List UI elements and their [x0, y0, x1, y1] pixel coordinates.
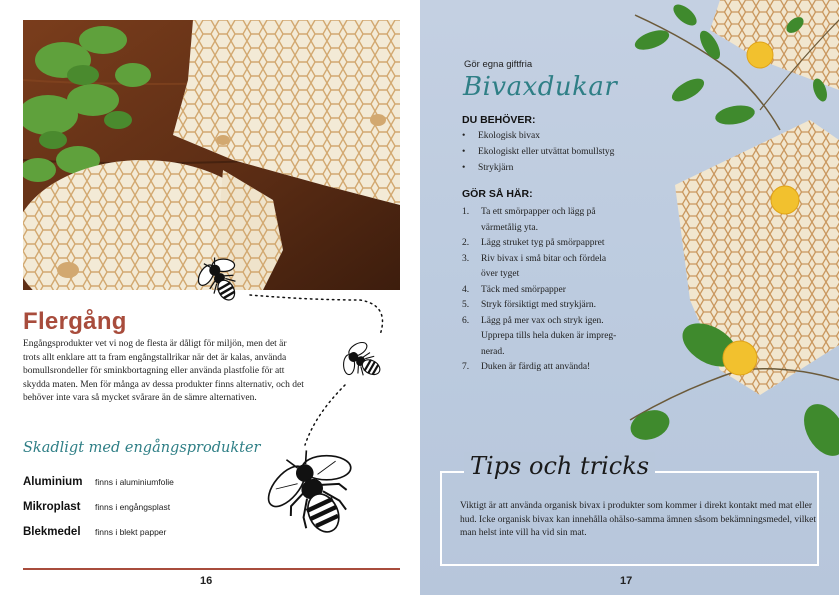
step-line: värmetålig yta. — [481, 222, 538, 233]
bee-icon — [250, 440, 380, 550]
item-desc: finns i aluminiumfolie — [95, 477, 174, 487]
list-item: • Ekologisk bivax — [462, 131, 614, 147]
need-text: Strykjärn — [478, 163, 514, 173]
list-item — [462, 283, 682, 299]
list-item — [462, 314, 682, 361]
step-line: över tyget — [481, 269, 520, 279]
item-desc: finns i engångsplast — [95, 502, 171, 512]
list-item — [462, 252, 682, 283]
bee-icon — [190, 250, 252, 312]
list-item — [462, 360, 682, 376]
bee-icon — [333, 335, 393, 390]
item-name: Blekmedel — [23, 526, 81, 538]
harmful-items-list — [23, 476, 174, 551]
page-number: 17 — [620, 575, 633, 587]
item-name: Mikroplast — [23, 501, 81, 513]
step-line: Täck med smörpapper — [481, 284, 566, 295]
steps-list — [462, 205, 682, 376]
list-item — [23, 476, 174, 501]
list-item — [462, 298, 682, 314]
section-heading: Flergång — [23, 308, 127, 335]
intro-paragraph: Engångsprodukter vet vi nog de flesta är dåligt för miljön, men det är trots allt enklare att ta fram engångstallrikar när det är kalas, använda bomullsrondeller för sminkbortagning eller använda plastfolie för att skydda maten. Men för många av dessa produkter finns alternativ, och det behöver inte vara så mycket svårare än de sämre alternativen. — [23, 339, 304, 403]
need-text: Ekologisk bivax — [478, 131, 541, 141]
steps-heading: GÖR SÅ HÄR: — [462, 188, 533, 200]
list-item — [23, 526, 174, 551]
step-number: 2. — [462, 238, 470, 248]
step-number: 1. — [462, 207, 470, 217]
item-desc: finns i blekt papper — [95, 527, 167, 537]
list-item: • Strykjärn — [462, 163, 614, 179]
step-number: 7. — [462, 362, 470, 372]
list-item — [462, 236, 682, 252]
page-number: 16 — [200, 575, 213, 587]
intro-text: Gör egna giftfria — [464, 59, 533, 70]
page-right — [420, 0, 839, 595]
needs-heading: DU BEHÖVER: — [462, 114, 536, 126]
list-item: • Ekologiskt eller utvättat bomullstyg — [462, 147, 614, 163]
step-number: 4. — [462, 284, 470, 295]
step-line: Lägg på mer vax och stryk igen. — [481, 315, 604, 326]
needs-list — [462, 131, 614, 179]
item-name: Aluminium — [23, 476, 83, 488]
need-text: Ekologiskt eller utvättat bomullstyg — [478, 147, 615, 157]
step-line: Riv bivax i små bitar och fördela — [481, 253, 607, 264]
tips-body: Viktigt är att använda organisk bivax i produkter som kommer i direkt kontakt med mat eller hud. Icke organisk bivax kan innehålla ohälso-samma ämnen såsom bekämningsmedel, vilket man helst inte vill ha vid sin mat. — [460, 501, 816, 538]
tips-title: Tips och tricks — [464, 452, 655, 480]
list-item — [23, 501, 174, 526]
step-line: Stryk försiktigt med strykjärn. — [481, 300, 597, 310]
step-line: Ta ett smörpapper och lägg på — [481, 207, 596, 217]
step-line: Lägg struket tyg på smörpappret — [481, 238, 605, 248]
step-line: nerad. — [481, 346, 505, 357]
harmful-subheading: Skadligt med engångsprodukter — [23, 440, 261, 456]
step-line: Upprepa tills hela duken är impreg- — [481, 331, 617, 341]
step-line: Duken är färdig att använda! — [481, 362, 591, 372]
step-number: 5. — [462, 300, 470, 310]
list-item — [462, 205, 682, 236]
step-number: 3. — [462, 253, 470, 264]
footer-rule — [23, 568, 400, 570]
step-number: 6. — [462, 315, 470, 326]
page-title: Bivaxdukar — [463, 72, 618, 102]
